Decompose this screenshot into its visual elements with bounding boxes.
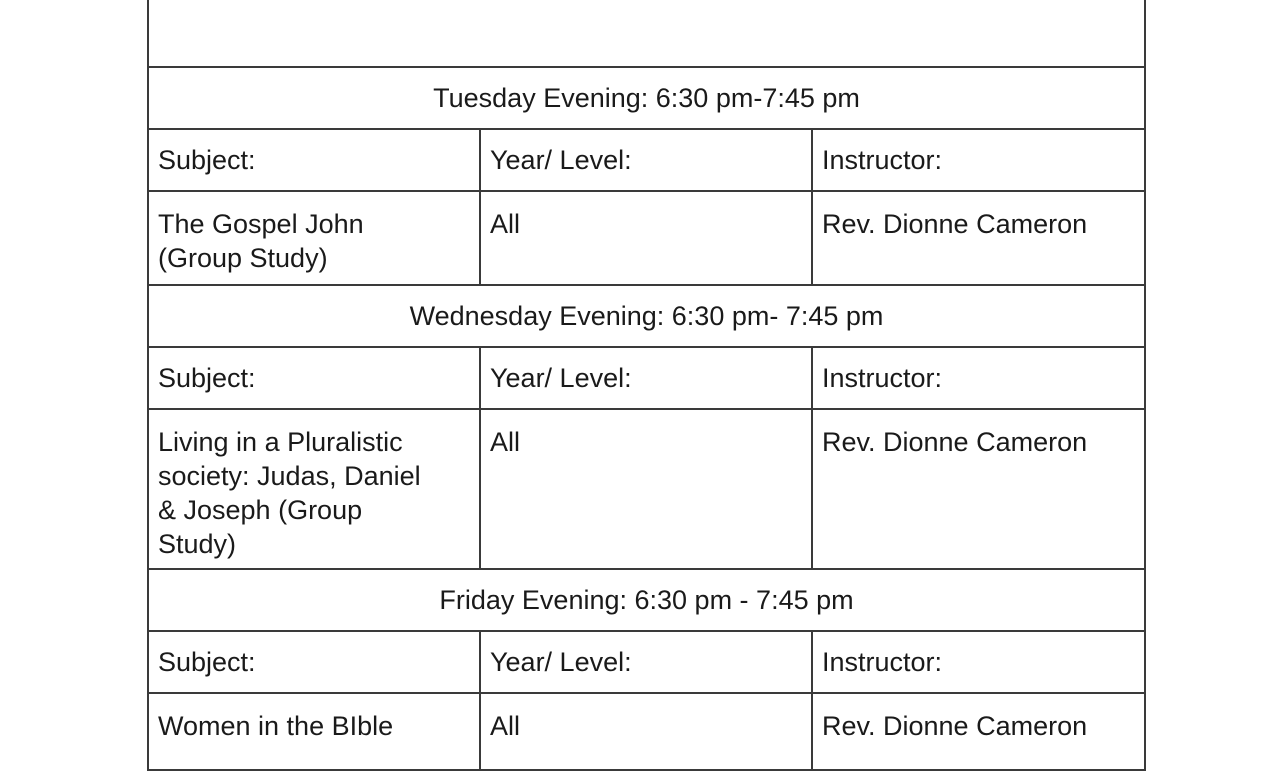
- subject-line: Study): [158, 529, 237, 559]
- instructor-header: Instructor:: [812, 129, 1145, 191]
- day-heading: Friday Evening: 6:30 pm - 7:45 pm: [148, 569, 1145, 631]
- subject-header: Subject:: [148, 347, 480, 409]
- header-row: [148, 631, 1145, 693]
- level-cell: All: [480, 191, 812, 285]
- subject-cell: [148, 409, 480, 569]
- level-header: Year/ Level:: [480, 129, 812, 191]
- subject-header: Subject:: [148, 129, 480, 191]
- subject-cell: [148, 191, 480, 285]
- header-row: [148, 347, 1145, 409]
- level-cell: All: [480, 693, 812, 770]
- instructor-cell: Rev. Dionne Cameron: [812, 409, 1145, 569]
- subject-line: & Joseph (Group: [158, 495, 363, 525]
- table-row: [148, 693, 1145, 770]
- level-header: Year/ Level:: [480, 347, 812, 409]
- instructor-cell: Rev. Dionne Cameron: [812, 693, 1145, 770]
- subject-line: society: Judas, Daniel: [158, 461, 421, 491]
- instructor-header: Instructor:: [812, 347, 1145, 409]
- day-heading: Tuesday Evening: 6:30 pm-7:45 pm: [148, 67, 1145, 129]
- header-row: [148, 129, 1145, 191]
- subject-cell: [148, 693, 480, 770]
- day-row-wednesday: [148, 285, 1145, 347]
- subject-header: Subject:: [148, 631, 480, 693]
- title-cell: [148, 0, 1145, 67]
- schedule-table: [147, 0, 1146, 771]
- subject-line: Women in the BIble: [158, 711, 394, 741]
- instructor-header: Instructor:: [812, 631, 1145, 693]
- subject-line: (Group Study): [158, 243, 328, 273]
- subject-line: Living in a Pluralistic: [158, 427, 403, 457]
- level-header: Year/ Level:: [480, 631, 812, 693]
- table-row: [148, 409, 1145, 569]
- table-row: [148, 191, 1145, 285]
- schedule-document: [147, 0, 1144, 771]
- day-heading: Wednesday Evening: 6:30 pm- 7:45 pm: [148, 285, 1145, 347]
- day-row-tuesday: [148, 67, 1145, 129]
- title-row: [148, 0, 1145, 67]
- day-row-friday: [148, 569, 1145, 631]
- instructor-cell: Rev. Dionne Cameron: [812, 191, 1145, 285]
- subject-line: The Gospel John: [158, 209, 364, 239]
- level-cell: All: [480, 409, 812, 569]
